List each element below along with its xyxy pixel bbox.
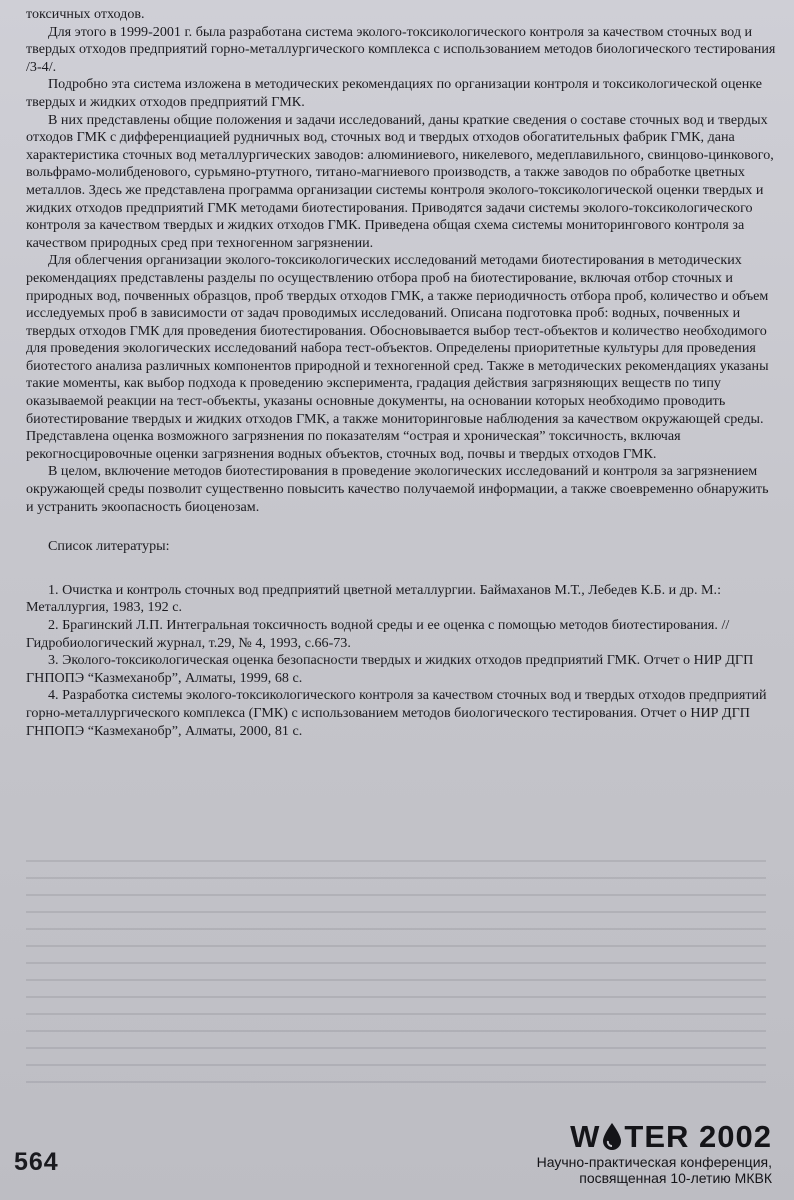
- logo-text-right: TER 2002: [624, 1119, 772, 1154]
- paragraph: Подробно эта система изложена в методических рекомендациях по организации контроля и токсикологической оценке твердых и жидких отходов предприятий ГМК.: [26, 76, 763, 110]
- reference-item: 4. Разработка системы эколого-токсикологического контроля за качеством сточных вод и твердых отходов предприятий горно-металлургического комплекса (ГМК) с использованием методов биологического тестирования. Отчет о НИР ДГП ГНПОПЭ “Казмеханобр”, Алматы, 2000, 81 с.: [26, 687, 767, 739]
- show-through-text: [26, 860, 766, 1100]
- paragraph: В целом, включение методов биотестирования в проведение экологических исследований и контроля за загрязнением окружающей среды позволит существенно повысить качество получаемой информации, а также своевременно обнаружить и устранить экоопасность биоценозам.: [26, 463, 769, 515]
- paragraph: Для этого в 1999-2001 г. была разработана система эколого-токсикологического контроля за качеством сточных вод и твердых отходов предприятий горно-металлургического комплекса с использованием методов биологического тестирования /3-4/.: [26, 23, 776, 75]
- references-title: Список литературы:: [48, 538, 170, 555]
- conference-logo: [537, 1120, 772, 1186]
- reference-item: 3. Эколого-токсикологическая оценка безопасности твердых и жидких отходов предприятий ГМК. Отчет о НИР ДГП ГНПОПЭ “Казмеханобр”, Алматы, 1999, 68 с.: [26, 652, 754, 686]
- conference-subtitle-line1: Научно-практическая конференция,: [536, 1154, 772, 1170]
- paragraph: Для облегчения организации эколого-токсикологических исследований методами биотестирования в методических рекомендациях представлены разделы по осуществлению отбора проб на биотестирование, включая отбор сточных и природных вод, почвенных образцов, проб твердых отходов ГМК, а также периодичность отбора проб, количество и объем исследуемых проб в зависимости от задач проводимых исследований. Описана подготовка проб: водных, почвенных и твердых отходов ГМК для проведения биотестирования. Обосновывается выбор тест-объектов и количество необходимого для проведения экологических исследований набора тест-объектов. Определены приоритетные культуры для проведения биотестого анализа различных компонентов природной и техногенной сред. Также в методических рекомендациях указаны такие моменты, как выбор подхода к проведению эксперимента, градация действия загрязняющих веществ по типу оказываемой реакции на тест-объекты, указаны основные документы, на основании которых необходимо проводить биотестирование твердых и жидких отходов ГМК, а также мониторинговые наблюдения за качеством окружающей среды. Представлена оценка возможного загрязнения по показателям “острая и хроническая” токсичность, включая рекогносцировочные оценки загрязнения водных объектов, сточных вод, почвы и твердых отходов ГМК.: [26, 252, 769, 462]
- paragraph-continuation: токсичных отходов.: [26, 6, 145, 22]
- conference-subtitle-line2: посвященная 10-летию МКВК: [579, 1170, 772, 1186]
- body-text: [26, 6, 776, 740]
- reference-item: 1. Очистка и контроль сточных вод предприятий цветной металлургии. Баймаханов М.Т., Лебедев К.Б. и др. М.: Металлургия, 1983, 192 с.: [26, 581, 721, 616]
- reference-item: 2. Брагинский Л.П. Интегральная токсичность водной среды и ее оценка с помощью методов биотестирования. //Гидробиологический журнал, т.29, № 4, 1993, с.66-73.: [26, 617, 730, 651]
- page-number: 564: [14, 1148, 59, 1176]
- paragraph: В них представлены общие положения и задачи исследований, даны краткие сведения о составе сточных вод и твердых отходов ГМК с дифференциацией рудничных вод, сточных вод и твердых отходов обогатительных фабрик ГМК, дана характеристика сточных вод металлургических заводов: алюминиевого, никелевого, медеплавильного, свинцово-цинкового, вольфрамо-молибденового, сурьмяно-ртутного, титано-магниевого производств, а также заводов по обработке цветных металлов. Здесь же представлена программа организации системы контроля эколого-токсикологической оценки твердых и жидких отходов предприятий ГМК методами биотестирования. Приводятся задачи системы эколого-токсикологического контроля за качеством твердых и жидких отходов ГМК. Приведена общая схема системы мониторингового контроля за качеством природных сред при техногенном загрязнении.: [26, 111, 774, 251]
- water-drop-icon: [601, 1122, 623, 1152]
- logo-text-left: W: [570, 1119, 601, 1154]
- logo-title: [537, 1120, 772, 1154]
